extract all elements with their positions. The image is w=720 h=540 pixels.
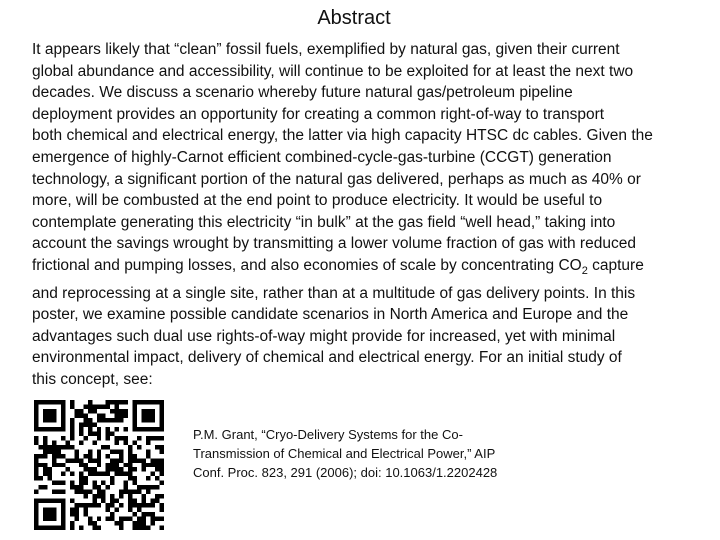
abstract-line-tail: capture: [587, 256, 644, 274]
abstract-line: frictional and pumping losses, and also economies of scale by concentrating CO: [32, 256, 582, 274]
abstract-line: both chemical and electrical energy, the latter via high capacity HTSC dc cables. Given the: [32, 127, 653, 145]
abstract-line: and reprocessing at a single site, rather than at a multitude of gas delivery points. In this: [32, 284, 636, 302]
citation-line: Conf. Proc. 823, 291 (2006); doi: 10.1063/1.2202428: [193, 465, 498, 480]
qr-code: [34, 400, 164, 530]
citation-line: Transmission of Chemical and Electrical Power,” AIP: [193, 446, 496, 461]
abstract-title: Abstract: [317, 7, 391, 29]
abstract-line-co2: [32, 255, 697, 283]
abstract-line: account the savings wrought by transmitting a lower volume fraction of gas with reduced: [32, 235, 636, 253]
abstract-line: emergence of highly-Carnot efficient combined-cycle-gas-turbine (CCGT) generation: [32, 148, 612, 166]
citation: [193, 425, 573, 482]
abstract-line: global abundance and accessibility, will continue to be exploited for at least the next two: [32, 62, 634, 80]
abstract-line: poster, we examine possible candidate scenarios in North America and Europe and the: [32, 306, 629, 324]
abstract-line: this concept, see:: [32, 371, 153, 388]
abstract-line: decades. We discuss a scenario whereby future natural gas/petroleum pipeline: [32, 84, 573, 102]
abstract-body: [32, 39, 697, 391]
abstract-line: contemplate generating this electricity “in bulk” at the gas field “well head,” taking into: [32, 213, 616, 231]
abstract-line: It appears likely that “clean” fossil fuels, exemplified by natural gas, given their current: [32, 41, 620, 58]
co2-subscript: 2: [581, 265, 588, 278]
abstract-line: deployment provides an opportunity for creating a common right-of-way to transport: [32, 105, 605, 123]
abstract-line: environmental impact, delivery of chemical and electrical energy. For an initial study of: [32, 349, 622, 367]
abstract-line: more, will be combusted at the end point to produce electricity. It would be useful to: [32, 192, 603, 210]
abstract-line: technology, a significant portion of the natural gas delivered, perhaps as much as 40% or: [32, 170, 641, 188]
citation-line: P.M. Grant, “Cryo-Delivery Systems for the Co-: [193, 427, 463, 442]
abstract-line: advantages such dual use rights-of-way might provide for increased, yet with minimal: [32, 327, 616, 345]
